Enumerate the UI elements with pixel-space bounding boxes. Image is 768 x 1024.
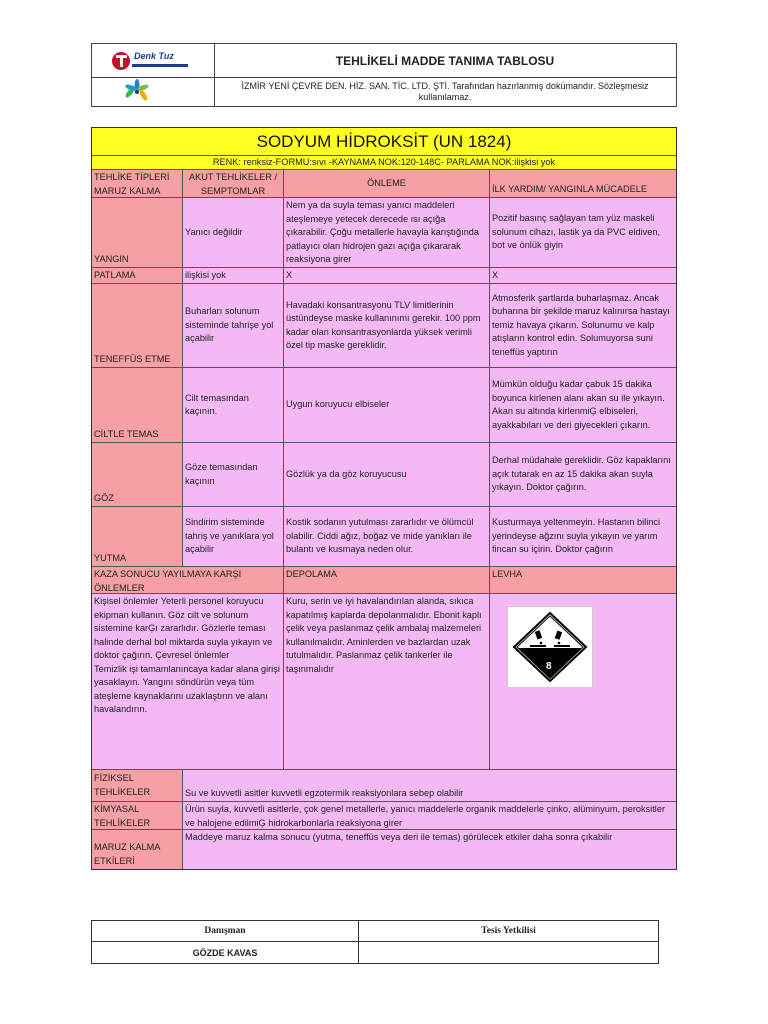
- signature-table: [91, 920, 659, 964]
- row-type-fire: YANGIN: [92, 198, 183, 268]
- substance-properties: RENK: renksiz-FORMU:sıvı -KAYNAMA NOK:120-148C- PARLAMA NOK:ilişkisi yok: [92, 156, 676, 170]
- row-firstaid-eye: Derhal müdahale gereklidir. Göz kapaklarını açık tutarak en az 15 dakika akan suyla yıkayın. Doktor çağırın.: [490, 443, 676, 507]
- logo-text: Denk Tuz: [134, 51, 174, 61]
- row-prevention-skin: Uygun koruyucu elbiseler: [284, 368, 490, 443]
- consultant-label: Danışman: [92, 921, 359, 942]
- row-acute-skin: Cilt temasından kaçının.: [183, 368, 284, 443]
- col-header-prevention: ÖNLEME: [284, 170, 490, 198]
- col-header-acute: AKUT TEHLİKELER / SEMPTOMLAR: [183, 170, 284, 198]
- exposure-effects-text: Maddeye maruz kalma sonucu (yutma, teneffüs veya deri ile temas) görülecek etkiler daha sonra çıkabilir: [183, 830, 676, 869]
- row-acute-ingestion: Sindirim sisteminde tahriş ve yanıklara yol açabilir: [183, 507, 284, 567]
- row-type-explosion: PATLAMA: [92, 268, 183, 284]
- row-firstaid-fire: Pozitif basınç sağlayan tam yüz maskeli solunum cihazı, lastik ya da PVC eldiven, bot ve önlük giyin: [490, 198, 676, 268]
- exposure-effects-label: MARUZ KALMA ETKİLERİ: [92, 830, 183, 869]
- row-acute-inhalation: Buharları solunum sisteminde tahrişe yol açabilir: [183, 284, 284, 368]
- document-header: [91, 43, 677, 107]
- row-firstaid-explosion: X: [490, 268, 676, 284]
- row-acute-eye: Göze temasından kaçının: [183, 443, 284, 507]
- row-type-ingestion: YUTMA: [92, 507, 183, 567]
- substance-title: SODYUM HİDROKSİT (UN 1824): [92, 128, 676, 156]
- storage-header: DEPOLAMA: [284, 567, 490, 594]
- manager-label: Tesis Yetkilisi: [359, 921, 658, 942]
- logo-column: [92, 44, 215, 106]
- row-firstaid-ingestion: Kusturmaya yeltenmeyin. Hastanın bilinci yerindeyse ağzını suyla yıkayın ve yarım fincan su içirin. Doktor çağırın: [490, 507, 676, 567]
- physical-hazards-label: FİZİKSEL TEHLİKELER: [92, 770, 183, 802]
- corrosive-hazard-icon: [508, 607, 592, 687]
- physical-hazards-text: Su ve kuvvetli asitler kuvvetli egzotermik reaksiyonlara sebep olabilir: [183, 770, 676, 802]
- manager-name: [359, 942, 658, 963]
- row-acute-fire: Yanıcı değildir: [183, 198, 284, 268]
- row-firstaid-skin: Mümkün olduğu kadar çabuk 15 dakika boyunca kirlenen alanı akan su ile yıkayın. Akan su altında kirlenmiĢ elbiseleri, ayakkabıları ve deri giyecekleri çıkarın.: [490, 368, 676, 443]
- row-prevention-ingestion: Kostik sodanın yutulması zararlıdır ve ölümcül olabilir. Ciddi ağız, boğaz ve mide yanıkları ile bulantı ve kusmaya neden olur.: [284, 507, 490, 567]
- eco-star-logo-icon: [92, 77, 214, 107]
- document-title: TEHLİKELİ MADDE TANIMA TABLOSU: [214, 44, 676, 78]
- chemical-hazards-label: KİMYASAL TEHLİKELER: [92, 802, 183, 830]
- row-prevention-explosion: X: [284, 268, 490, 284]
- document-subtitle: İZMİR YENİ ÇEVRE DEN. HİZ. SAN. TİC. LTD. ŞTİ. Tarafından hazırlanmış dokümandır. Sözleşmesiz kullanılamaz.: [241, 80, 649, 102]
- company-logo: [92, 44, 214, 78]
- corrosive-sign: [507, 606, 593, 688]
- row-acute-explosion: ilişkisi yok: [183, 268, 284, 284]
- hazard-table: [91, 127, 677, 870]
- chemical-hazards-text: Ürün suyla, kuvvetli asitlerle, çok genel metallerle, yanıcı maddelerle organik maddelerle çinko, alüminyum, peroksitler ve halojene edilmiĢ hidrokarbonlarla reaksiyona girer: [183, 802, 676, 830]
- storage-text: Kuru, serin ve iyi havalandırılan alanda, sıkıca kapatılmış kaplarda depolanmalıdır. Ebonit kaplı çelik veya paslanmaz çelik ambalaj malzemeleri kullanılmalıdır. Aminlerden ve bazlardan uzak tutulmalıdır. Paslanmaz çelik tankerler ile taşınmalıdır: [284, 594, 490, 770]
- partner-logo: [92, 77, 214, 107]
- row-prevention-fire: Nem ya da suyla teması yanıcı maddeleri ateşlemeye yetecek derecede ısı açığa çıkarabilir. Çoğu metallerle havayla karıştığında patlayıcı olan hidrojen gazı açığa çıkararak reaksiyona girer: [284, 198, 490, 268]
- spill-measures: Kişisel önlemler Yeterli personel koruyucu ekipman kullanın. Göz cilt ve solunum sistemine karĢı zararlıdır. Gözlerle teması halinde derhal bol miktarda suyla yıkayın ve doktor çağırın. Çevresel önlemler Temizlik işi tamamlanıncaya kadar alana girişi yasaklayın. Yangını söndürün veya tüm ateşleme kaynaklarını uzaklaştırın ve alanı havalandırın.: [92, 594, 284, 770]
- row-firstaid-inhalation: Atmosferik şartlarda buharlaşmaz. Ancak buharına bir şekilde maruz kalınırsa hastayı temiz havaya çıkarın. Solunumu ve kalp atışların kontrol edin. Solumuyorsa suni teneffüs yaptırın: [490, 284, 676, 368]
- row-type-inhalation: TENEFFÜS ETME: [92, 284, 183, 368]
- col-header-firstaid: İLK YARDIM/ YANGINLA MÜCADELE: [490, 170, 676, 198]
- col-header-type: TEHLİKE TİPLERİ MARUZ KALMA: [92, 170, 183, 198]
- row-type-skin: CİLTLE TEMAS: [92, 368, 183, 443]
- sign-class-number: 8: [546, 661, 552, 672]
- sign-header: LEVHA: [490, 567, 676, 594]
- row-prevention-inhalation: Havadaki konsantrasyonu TLV limitlerinin üstündeyse maske kullanınımı gerekir. 100 ppm kadar olan konsantrasyonlarda yüksek verimli özel tip maske gereklidir.: [284, 284, 490, 368]
- row-prevention-eye: Gözlük ya da göz koruyucusu: [284, 443, 490, 507]
- consultant-name: GÖZDE KAVAS: [92, 942, 359, 963]
- row-type-eye: GÖZ: [92, 443, 183, 507]
- spill-header: KAZA SONUCU YAYILMAYA KARŞI ÖNLEMLER: [92, 567, 284, 594]
